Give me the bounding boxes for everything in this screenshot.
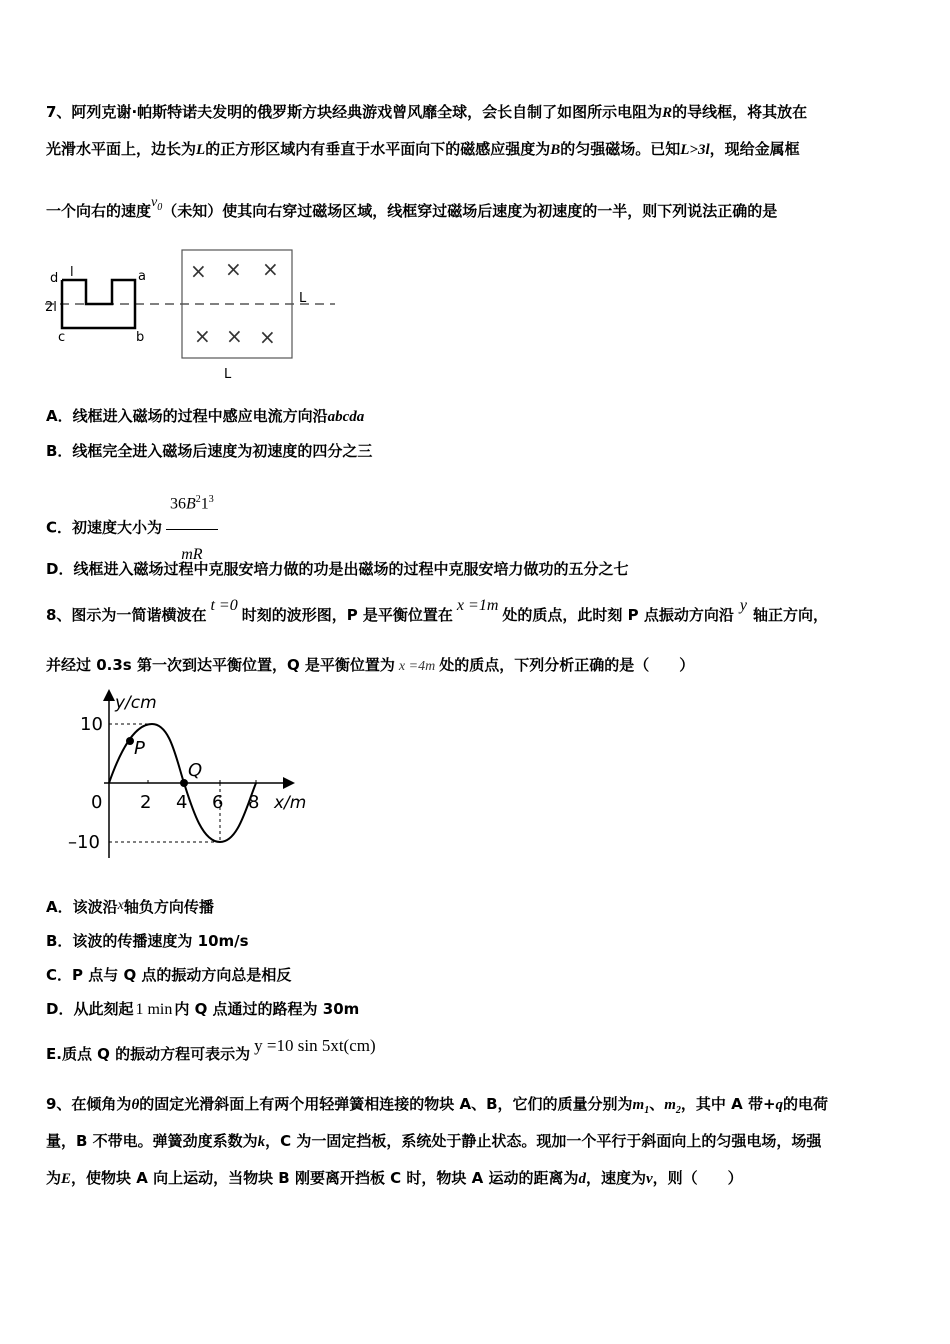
q9-line1: 9、在倾角为θ的固定光滑斜面上有两个用轻弹簧相连接的物块 A、B，它们的质量分别为$m_1$、$m_2$，其中 A 带+q的电荷 (46, 1095, 829, 1116)
symbol-q: q (775, 1097, 784, 1113)
symbol-theta: θ (131, 1097, 140, 1113)
expr-x1: x =1m (456, 597, 499, 614)
q7-option-d: D．线框进入磁场过程中克服安培力做的功是出磁场的过程中克服安培力做功的五分之七 (46, 560, 629, 578)
label-P: P (134, 738, 145, 759)
q7-option-a: A．线框进入磁场的过程中感应电流方向沿abcda (46, 407, 365, 425)
symbol-d: d (578, 1171, 586, 1187)
x-tick-4: 4 (176, 792, 188, 813)
field-cross: × (194, 324, 211, 348)
x-tick-2: 2 (140, 792, 152, 813)
q8-option-a: A．该波沿x轴负方向传播 (46, 898, 214, 916)
symbol-m2: $m_2$ (664, 1097, 681, 1116)
label-L-right: L (299, 291, 307, 306)
q8-option-b: B．该波的传播速度为 10m/s (46, 932, 249, 950)
field-cross: × (262, 257, 279, 281)
point-Q (180, 779, 188, 787)
y-tick-10: 10 (80, 714, 103, 735)
field-cross: × (259, 325, 276, 349)
q7-figure (40, 240, 350, 380)
symbol-v0: $v_0$ (151, 195, 163, 213)
symbol-y: y (739, 597, 747, 614)
label-d: d (50, 271, 59, 286)
symbol-m1: $m_1$ (632, 1097, 650, 1116)
symbol-E: E (61, 1171, 72, 1187)
q7-line1: 7、阿列克谢·帕斯特诺夫发明的俄罗斯方块经典游戏曾风靡全球，会长自制了如图所示电阻为R的导线框，将其放在 (46, 103, 808, 121)
symbol-B: B (550, 142, 561, 158)
symbol-R: R (662, 105, 673, 121)
q7-option-c: C．初速度大小为 $\frac{36B^21^3}{mR}$ (46, 478, 218, 577)
q8-wave-graph (60, 686, 330, 866)
label-2l: 2l (45, 300, 57, 315)
y-tick-neg10: –10 (68, 832, 100, 853)
q8-option-d: D．从此刻起 1 min 内 Q 点通过的路程为 30m (46, 1000, 360, 1018)
symbol-v: v (646, 1171, 653, 1187)
label-c: c (58, 330, 66, 345)
condition-L-gt-3l: L>3l (680, 142, 710, 158)
q9-line3: 为E，使物块 A 向上运动，当物块 B 刚要离开挡板 C 时，物块 A 运动的距离为d，速度为v，则（ ） (46, 1169, 743, 1187)
q7-line3: 一个向右的速度$v_0$（未知）使其向右穿过磁场区域，线框穿过磁场后速度为初速度的一半，则下列说法正确的是 (46, 195, 778, 220)
q9-line2: 量，B 不带电。弹簧劲度系数为k，C 为一固定挡板，系统处于静止状态。现加一个平行于斜面向上的匀强电场，场强 (46, 1132, 822, 1150)
q8-line2: 并经过 0.3s 第一次到达平衡位置，Q 是平衡位置为 x =4m 处的质点，下列分析正确的是（ ） (46, 656, 695, 674)
expr-x4: x =4m (398, 659, 436, 674)
q7-line2: 光滑水平面上，边长为L的正方形区域内有垂直于水平面向下的磁感应强度为B的匀强磁场。已知L>3l，现给金属框 (46, 140, 800, 158)
initial-velocity-fraction: $\frac{36B^21^3}{mR}$ (166, 478, 218, 577)
field-cross: × (190, 259, 207, 283)
vibration-equation: y =10 sin 5xt(cm) (254, 1036, 376, 1055)
label-l: l (70, 265, 74, 280)
q8-option-e: E.质点 Q 的振动方程可表示为 y =10 sin 5xt(cm) (46, 1036, 376, 1063)
abcda-path: abcda (327, 409, 365, 425)
x-tick-8: 8 (248, 792, 260, 813)
label-b: b (136, 330, 145, 345)
label-L-bottom: L (224, 367, 232, 380)
q8-option-c: C．P 点与 Q 点的振动方向总是相反 (46, 966, 292, 984)
x-tick-6: 6 (212, 792, 224, 813)
q8-line1: 8、图示为一简谐横波在t =0时刻的波形图，P 是平衡位置在x =1m处的质点，此时刻 P 点振动方向沿y轴正方向， (46, 597, 828, 624)
symbol-x: x (117, 898, 124, 913)
expr-t0: t =0 (210, 597, 238, 614)
field-cross: × (226, 324, 243, 348)
y-axis-label: y/cm (115, 693, 157, 713)
x-axis-label: x/m (274, 793, 307, 813)
expr-1min: 1 min (135, 1001, 173, 1018)
label-Q: Q (188, 760, 203, 781)
x-tick-0: 0 (91, 792, 103, 813)
label-a: a (138, 269, 146, 284)
field-cross: × (225, 257, 242, 281)
symbol-k: k (257, 1134, 266, 1150)
q7-option-b: B．线框完全进入磁场后速度为初速度的四分之三 (46, 442, 373, 460)
point-P (126, 737, 134, 745)
symbol-L: L (196, 142, 206, 158)
